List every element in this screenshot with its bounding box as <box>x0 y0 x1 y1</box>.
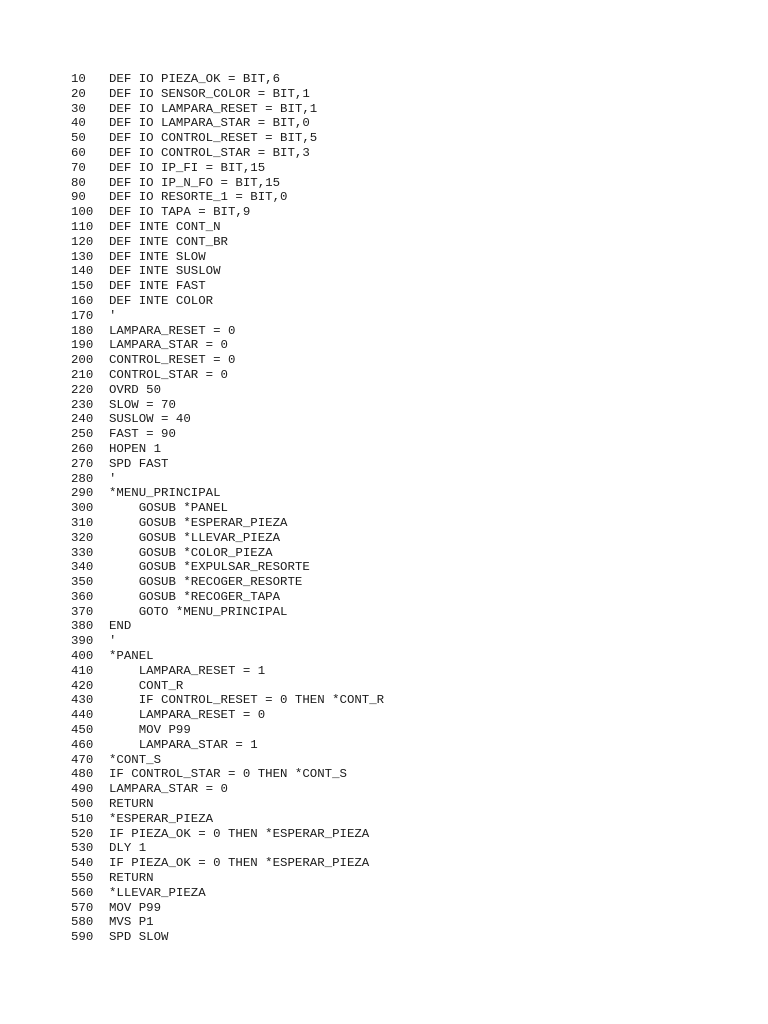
code-line <box>71 634 384 649</box>
line-number: 310 <box>71 515 94 530</box>
line-code: *PANEL <box>109 649 154 664</box>
line-number: 400 <box>71 649 94 664</box>
code-line <box>71 708 384 723</box>
code-line <box>71 279 384 294</box>
line-number: 200 <box>71 353 94 368</box>
line-number: 180 <box>71 323 94 338</box>
line-code: DEF IO CONTROL_STAR = BIT,3 <box>109 145 310 160</box>
line-number: 90 <box>71 190 86 205</box>
line-number: 40 <box>71 116 86 131</box>
code-line <box>71 161 384 176</box>
code-line <box>71 693 384 708</box>
code-line <box>71 353 384 368</box>
line-number: 380 <box>71 619 94 634</box>
line-code: ' <box>109 308 117 323</box>
line-code: DEF IO CONTROL_RESET = BIT,5 <box>109 131 318 146</box>
line-number: 80 <box>71 175 86 190</box>
code-line <box>71 856 384 871</box>
line-number: 140 <box>71 264 94 279</box>
code-line <box>71 901 384 916</box>
code-line <box>71 116 384 131</box>
line-code: DEF IO LAMPARA_STAR = BIT,0 <box>109 116 310 131</box>
code-line <box>71 619 384 634</box>
line-number: 60 <box>71 145 86 160</box>
code-line <box>71 220 384 235</box>
line-number: 590 <box>71 930 94 945</box>
code-line <box>71 102 384 117</box>
line-code: GOSUB *COLOR_PIEZA <box>109 545 273 560</box>
code-line <box>71 87 384 102</box>
line-code: RETURN <box>109 797 154 812</box>
code-line <box>71 368 384 383</box>
code-line <box>71 235 384 250</box>
line-number: 320 <box>71 530 94 545</box>
code-line <box>71 250 384 265</box>
line-number: 340 <box>71 560 94 575</box>
line-number: 530 <box>71 841 94 856</box>
line-number: 550 <box>71 871 94 886</box>
code-line <box>71 383 384 398</box>
line-number: 440 <box>71 708 94 723</box>
line-code: DEF INTE COLOR <box>109 293 214 308</box>
code-line <box>71 575 384 590</box>
line-number: 300 <box>71 501 94 516</box>
code-line <box>71 531 384 546</box>
line-code: DEF IO PIEZA_OK = BIT,6 <box>109 72 281 86</box>
line-code: DEF IO TAPA = BIT,9 <box>109 205 251 220</box>
line-number: 120 <box>71 234 94 249</box>
line-number: 560 <box>71 885 94 900</box>
line-number: 420 <box>71 678 94 693</box>
line-code: *ESPERAR_PIEZA <box>109 811 214 826</box>
line-number: 330 <box>71 545 94 560</box>
line-number: 460 <box>71 737 94 752</box>
line-code: ' <box>109 471 117 486</box>
line-code: DEF IO RESORTE_1 = BIT,0 <box>109 190 288 205</box>
line-code: MVS P1 <box>109 915 154 930</box>
code-line <box>71 472 384 487</box>
line-number: 230 <box>71 397 94 412</box>
line-code: LAMPARA_STAR = 0 <box>109 338 228 353</box>
line-code: END <box>109 619 132 634</box>
line-number: 430 <box>71 693 94 708</box>
line-code: SLOW = 70 <box>109 397 176 412</box>
line-code: *MENU_PRINCIPAL <box>109 486 221 501</box>
code-line <box>71 649 384 664</box>
code-line <box>71 72 384 87</box>
code-line <box>71 412 384 427</box>
line-code: *CONT_S <box>109 752 162 767</box>
code-line <box>71 871 384 886</box>
code-line <box>71 767 384 782</box>
code-line <box>71 841 384 856</box>
line-number: 190 <box>71 338 94 353</box>
line-number: 480 <box>71 767 94 782</box>
code-line <box>71 176 384 191</box>
line-number: 170 <box>71 308 94 323</box>
line-code: DEF IO IP_FI = BIT,15 <box>109 160 266 175</box>
line-number: 390 <box>71 634 94 649</box>
code-line <box>71 309 384 324</box>
line-code: HOPEN 1 <box>109 441 162 456</box>
line-code: IF PIEZA_OK = 0 THEN *ESPERAR_PIEZA <box>109 826 370 841</box>
line-number: 100 <box>71 205 94 220</box>
line-number: 250 <box>71 427 94 442</box>
line-number: 280 <box>71 471 94 486</box>
code-line <box>71 501 384 516</box>
line-number: 510 <box>71 811 94 826</box>
line-code: GOTO *MENU_PRINCIPAL <box>109 604 288 619</box>
line-code: CONT_R <box>109 678 184 693</box>
code-line <box>71 146 384 161</box>
line-number: 350 <box>71 575 94 590</box>
line-number: 540 <box>71 856 94 871</box>
line-code: LAMPARA_RESET = 0 <box>109 323 236 338</box>
line-code: *LLEVAR_PIEZA <box>109 885 206 900</box>
line-code: DEF IO IP_N_FO = BIT,15 <box>109 175 281 190</box>
line-number: 490 <box>71 782 94 797</box>
line-code: CONTROL_RESET = 0 <box>109 353 236 368</box>
line-code: ' <box>109 634 117 649</box>
line-code: CONTROL_STAR = 0 <box>109 367 228 382</box>
code-line <box>71 664 384 679</box>
line-number: 240 <box>71 412 94 427</box>
line-number: 220 <box>71 382 94 397</box>
code-line <box>71 886 384 901</box>
line-number: 570 <box>71 900 94 915</box>
line-code: DEF INTE FAST <box>109 279 206 294</box>
code-line <box>71 827 384 842</box>
code-line <box>71 324 384 339</box>
code-line <box>71 486 384 501</box>
line-code: GOSUB *RECOGER_TAPA <box>109 589 281 604</box>
line-number: 580 <box>71 915 94 930</box>
line-code: LAMPARA_RESET = 0 <box>109 708 266 723</box>
line-code: DEF INTE CONT_BR <box>109 234 228 249</box>
line-code: MOV P99 <box>109 723 191 738</box>
line-code: DLY 1 <box>109 841 147 856</box>
line-number: 410 <box>71 663 94 678</box>
line-code: LAMPARA_STAR = 1 <box>109 737 258 752</box>
line-number: 20 <box>71 86 86 101</box>
code-line <box>71 590 384 605</box>
line-number: 260 <box>71 441 94 456</box>
line-number: 210 <box>71 367 94 382</box>
code-line <box>71 457 384 472</box>
code-line <box>71 782 384 797</box>
line-number: 70 <box>71 160 86 175</box>
line-code: DEF INTE SUSLOW <box>109 264 221 279</box>
line-code: GOSUB *ESPERAR_PIEZA <box>109 515 288 530</box>
line-code: SPD FAST <box>109 456 169 471</box>
line-number: 50 <box>71 131 86 146</box>
code-line <box>71 930 384 945</box>
program-listing <box>71 72 384 945</box>
line-code: DEF INTE CONT_N <box>109 219 221 234</box>
code-line <box>71 605 384 620</box>
code-line <box>71 131 384 146</box>
line-number: 110 <box>71 219 94 234</box>
line-code: IF PIEZA_OK = 0 THEN *ESPERAR_PIEZA <box>109 856 370 871</box>
line-number: 150 <box>71 279 94 294</box>
code-line <box>71 753 384 768</box>
code-line <box>71 812 384 827</box>
line-code: DEF IO SENSOR_COLOR = BIT,1 <box>109 86 310 101</box>
code-line <box>71 516 384 531</box>
line-code: DEF IO LAMPARA_RESET = BIT,1 <box>109 101 318 116</box>
line-code: FAST = 90 <box>109 427 176 442</box>
code-line <box>71 797 384 812</box>
line-code: DEF INTE SLOW <box>109 249 206 264</box>
code-line <box>71 546 384 561</box>
line-code: LAMPARA_RESET = 1 <box>109 663 266 678</box>
code-line <box>71 294 384 309</box>
code-line <box>71 398 384 413</box>
line-number: 450 <box>71 723 94 738</box>
line-number: 270 <box>71 456 94 471</box>
code-line <box>71 190 384 205</box>
line-code: GOSUB *EXPULSAR_RESORTE <box>109 560 310 575</box>
line-code: SUSLOW = 40 <box>109 412 191 427</box>
line-number: 520 <box>71 826 94 841</box>
line-code: OVRD 50 <box>109 382 162 397</box>
line-number: 470 <box>71 752 94 767</box>
line-code: RETURN <box>109 871 154 886</box>
line-code: IF CONTROL_STAR = 0 THEN *CONT_S <box>109 767 347 782</box>
code-line <box>71 738 384 753</box>
code-line <box>71 560 384 575</box>
code-line <box>71 915 384 930</box>
line-code: LAMPARA_STAR = 0 <box>109 782 228 797</box>
line-code: MOV P99 <box>109 900 162 915</box>
line-number: 160 <box>71 293 94 308</box>
code-line <box>71 442 384 457</box>
code-line <box>71 205 384 220</box>
line-number: 130 <box>71 249 94 264</box>
code-line <box>71 264 384 279</box>
line-code: GOSUB *PANEL <box>109 501 228 516</box>
line-number: 370 <box>71 604 94 619</box>
line-number: 500 <box>71 797 94 812</box>
line-code: IF CONTROL_RESET = 0 THEN *CONT_R <box>109 693 385 708</box>
line-number: 30 <box>71 101 86 116</box>
line-code: SPD SLOW <box>109 930 169 945</box>
code-line <box>71 679 384 694</box>
line-number: 290 <box>71 486 94 501</box>
code-line <box>71 723 384 738</box>
line-code: GOSUB *RECOGER_RESORTE <box>109 575 303 590</box>
line-number: 10 <box>71 72 86 86</box>
line-code: GOSUB *LLEVAR_PIEZA <box>109 530 281 545</box>
code-line <box>71 427 384 442</box>
line-number: 360 <box>71 589 94 604</box>
code-line <box>71 338 384 353</box>
